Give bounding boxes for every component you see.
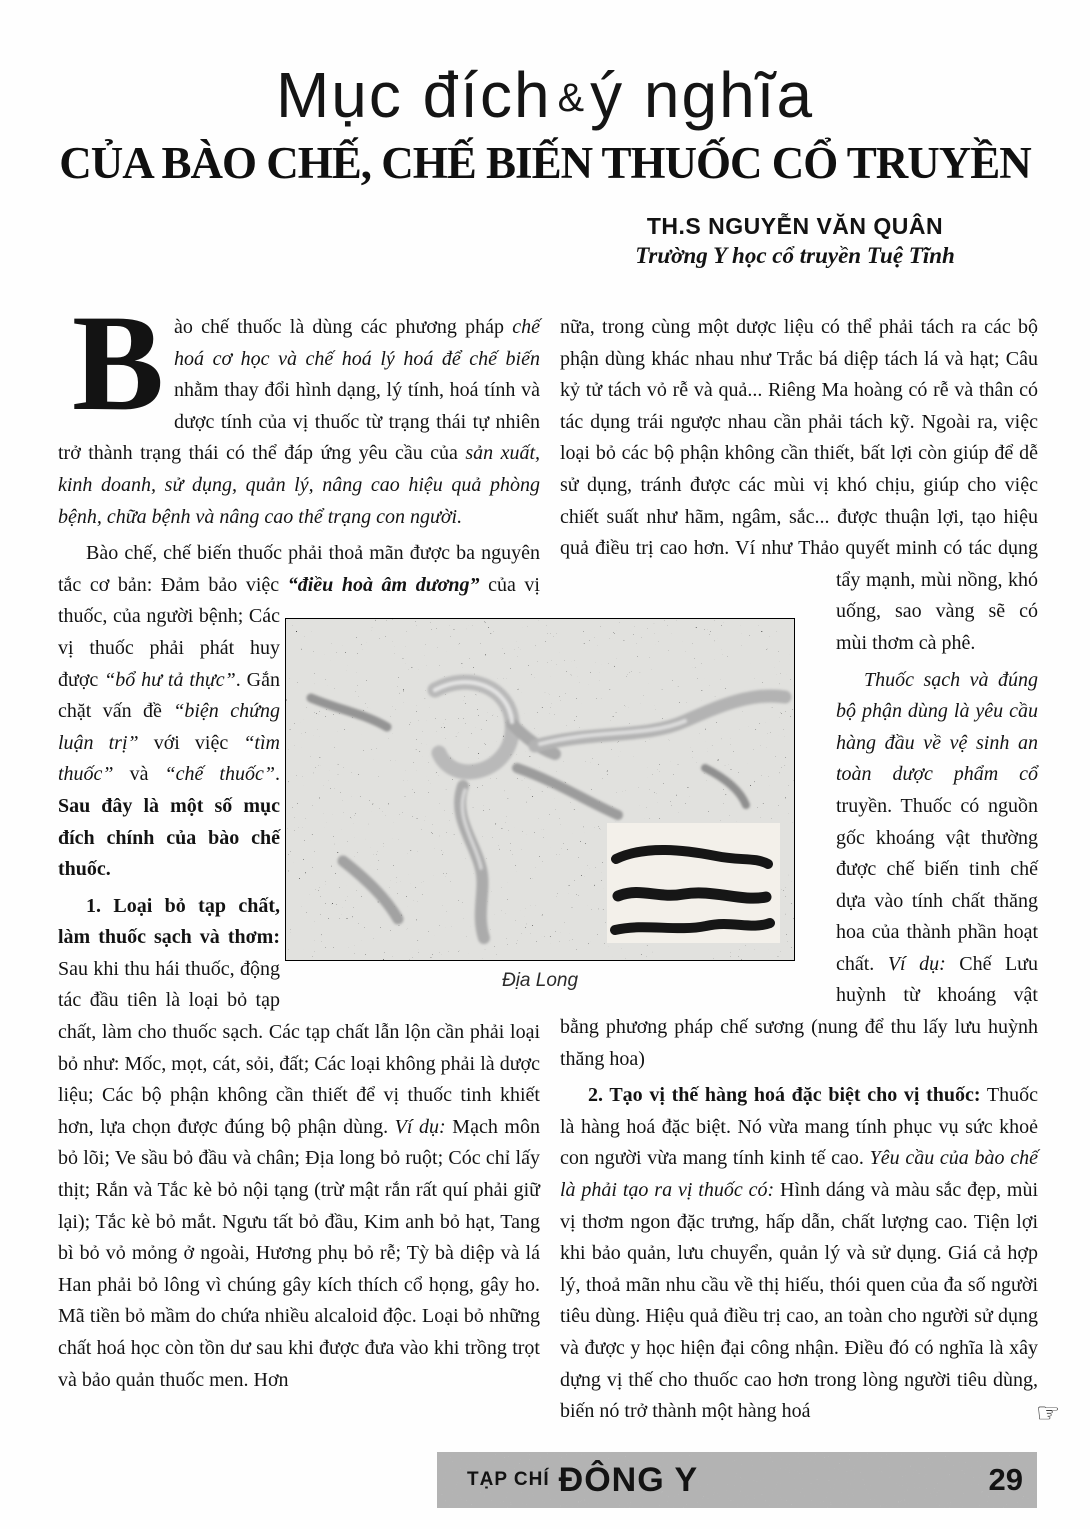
- title-part2: ý nghĩa: [590, 59, 815, 131]
- dried-worms-inset: [607, 823, 780, 943]
- journal-name: ĐÔNG Y: [558, 1460, 699, 1499]
- paragraph-4: [560, 312, 1038, 660]
- paragraph-6: [560, 1080, 1038, 1428]
- author-name: TH.S NGUYỄN VĂN QUÂN: [646, 213, 944, 239]
- paragraph-2-text-b: dương” của vị thuốc, của người bệnh; Các vị thuốc phải phát huy được “bổ hư tả thực”. Gắn chặt vấn đề “biện chứng luận trị” với việc “tìm thuốc” và “chế thuốc”. Sau đây là một số mục đích chính của bào chế thuốc.: [58, 573, 540, 881]
- paragraph-1: [58, 286, 540, 533]
- journal-prefix: TẠP CHÍ: [467, 1469, 550, 1490]
- pointing-hand-icon: ☞: [1036, 1398, 1061, 1428]
- page-number: 29: [988, 1462, 1023, 1497]
- article-title-line1: [0, 58, 1090, 132]
- paragraph-5-text: Thuốc sạch và đúng bộ phận dùng là yêu cầu hàng đầu về vệ sinh an toàn dược phẩm cổ truyền. Thuốc có nguồn gốc khoáng vật thường được chế biến tinh chế dựa vào tính chất thăng hoa của thành phần hoạt chất. Ví dụ: Chế Lưu huỳnh từ khoáng vật bằng phương pháp chế sương (nung để thu lấy lưu huỳnh thăng hoa): [560, 668, 1039, 1070]
- figure-caption: Địa Long: [501, 970, 579, 991]
- earthworms-photo: [285, 618, 795, 961]
- paragraph-3-text: 1. Loại bỏ tạp chất, làm thuốc sạch và thơm: Sau khi thu hái thuốc, động tác đầu tiên là loại bỏ tạp chất, làm cho thuốc sạch. Các tạp chất lẫn lộn cần phải loại bỏ như: Mốc, mọt, cát, sỏi, đất; Các loại không phải là dược liệu; Các bộ phận không cần thiết để vị thuốc tinh khiết hơn, lựa chọn được đúng bộ phận dùng. Ví dụ: Mạch môn bỏ lõi; Ve sầu bỏ đầu và chân; Địa long bỏ ruột; Cóc chỉ lấy thịt; Rắn và Tắc kè bỏ nội tạng (trừ mật rắn rất quí phải giữ lại); Tắc kè bỏ mắt. Ngưu tất bỏ đầu, Kim anh bỏ hạt, Tang bì bỏ vỏ mỏng ở ngoài, Hương phụ bỏ rễ; Tỳ bà diệp và lá Han phải bỏ lông vì chúng gây kích thích cổ họng, gây ho. Mã tiền bỏ mầm do chứa nhiều alcaloid độc. Loại bỏ những chất hoá học còn tồn dư sau khi được đưa vào khi trồng trọt và bảo quản thuốc men. Hơn: [58, 894, 540, 1391]
- title-part1: Mục đích: [275, 59, 552, 131]
- footer-band: [437, 1452, 1037, 1508]
- article-title-line2: CỦA BÀO CHẾ, CHẾ BIẾN THUỐC CỔ TRUYỀN: [59, 138, 1031, 188]
- paragraph-6-text: 2. Tạo vị thế hàng hoá đặc biệt cho vị thuốc: Thuốc là hàng hoá đặc biệt. Nó vừa mang tính phục vụ sức khoẻ con người vừa mang tính kinh tế cao. Yêu cầu của bào chế là phải tạo ra vị thuốc có: Hình dáng và màu sắc đẹp, mùi vị thơm ngon đặc trưng, hấp dẫn, chất lượng cao. Tiện lợi khi bảo quản, lưu chuyển, quản lý và sử dụng. Giá cả hợp lý, thoả mãn nhu cầu về thị hiếu, thói quen của đa số người tiêu dùng. Hiệu quả điều trị cao, an toàn cho người sử dụng và được y học hiện đại công nhận. Điều đó có nghĩa là xây dựng vị thế cho thuốc cao hơn trong lòng người tiêu dùng, biến nó trở thành một hàng hoá: [560, 1084, 1039, 1423]
- author-affiliation: Trường Y học cổ truyền Tuệ Tĩnh: [635, 243, 955, 268]
- paragraph-4-text-b: mạnh, mùi nồng, khó uống, sao vàng sẽ có mùi thơm cà phê.: [836, 568, 1038, 654]
- drop-cap: B: [72, 286, 165, 439]
- paragraph-2-text-a: Bào chế, chế biến thuốc phải thoả mãn được ba nguyên tắc cơ bản: Đảm bảo việc “điều hoà âm: [58, 542, 540, 596]
- paragraph-4-text-a: nữa, trong cùng một dược liệu có thể phải tách ra các bộ phận dùng khác nhau như Trắc bá diệp tách lá và hạt; Câu kỷ tử tách vỏ rễ và quả... Riêng Ma hoàng có rễ và thân có tác dụng trái ngược nhau cần phải tách kỹ. Ngoài ra, việc loại bỏ các bộ phận không cần thiết, bất lợi còn giúp để dễ sử dụng, tránh được các mùi vị khó chịu, giúp cho việc chiết suất như hãm, ngâm, sắc... được thuận lợi, tạo hiệu quả điều trị cao hơn. Ví như Thảo quyết minh có tác dụng tẩy: [560, 316, 1038, 591]
- byline-block: [560, 213, 1030, 269]
- paragraph-1-text: ào chế thuốc là dùng các phương pháp chế hoá cơ học và chế hoá lý hoá để chế biến nhằm thay đổi hình dạng, lý tính, hoá tính và dược tính của vị thuốc từ trạng thái tự nhiên trở thành trạng thái có thể đáp ứng yêu cầu của sản xuất, kinh doanh, sử dụng, quản lý, nâng cao hiệu quả phòng bệnh, chữa bệnh và nâng cao thể trạng con người.: [58, 316, 540, 528]
- figure-block: [285, 618, 795, 992]
- title-ampersand: &: [557, 76, 585, 120]
